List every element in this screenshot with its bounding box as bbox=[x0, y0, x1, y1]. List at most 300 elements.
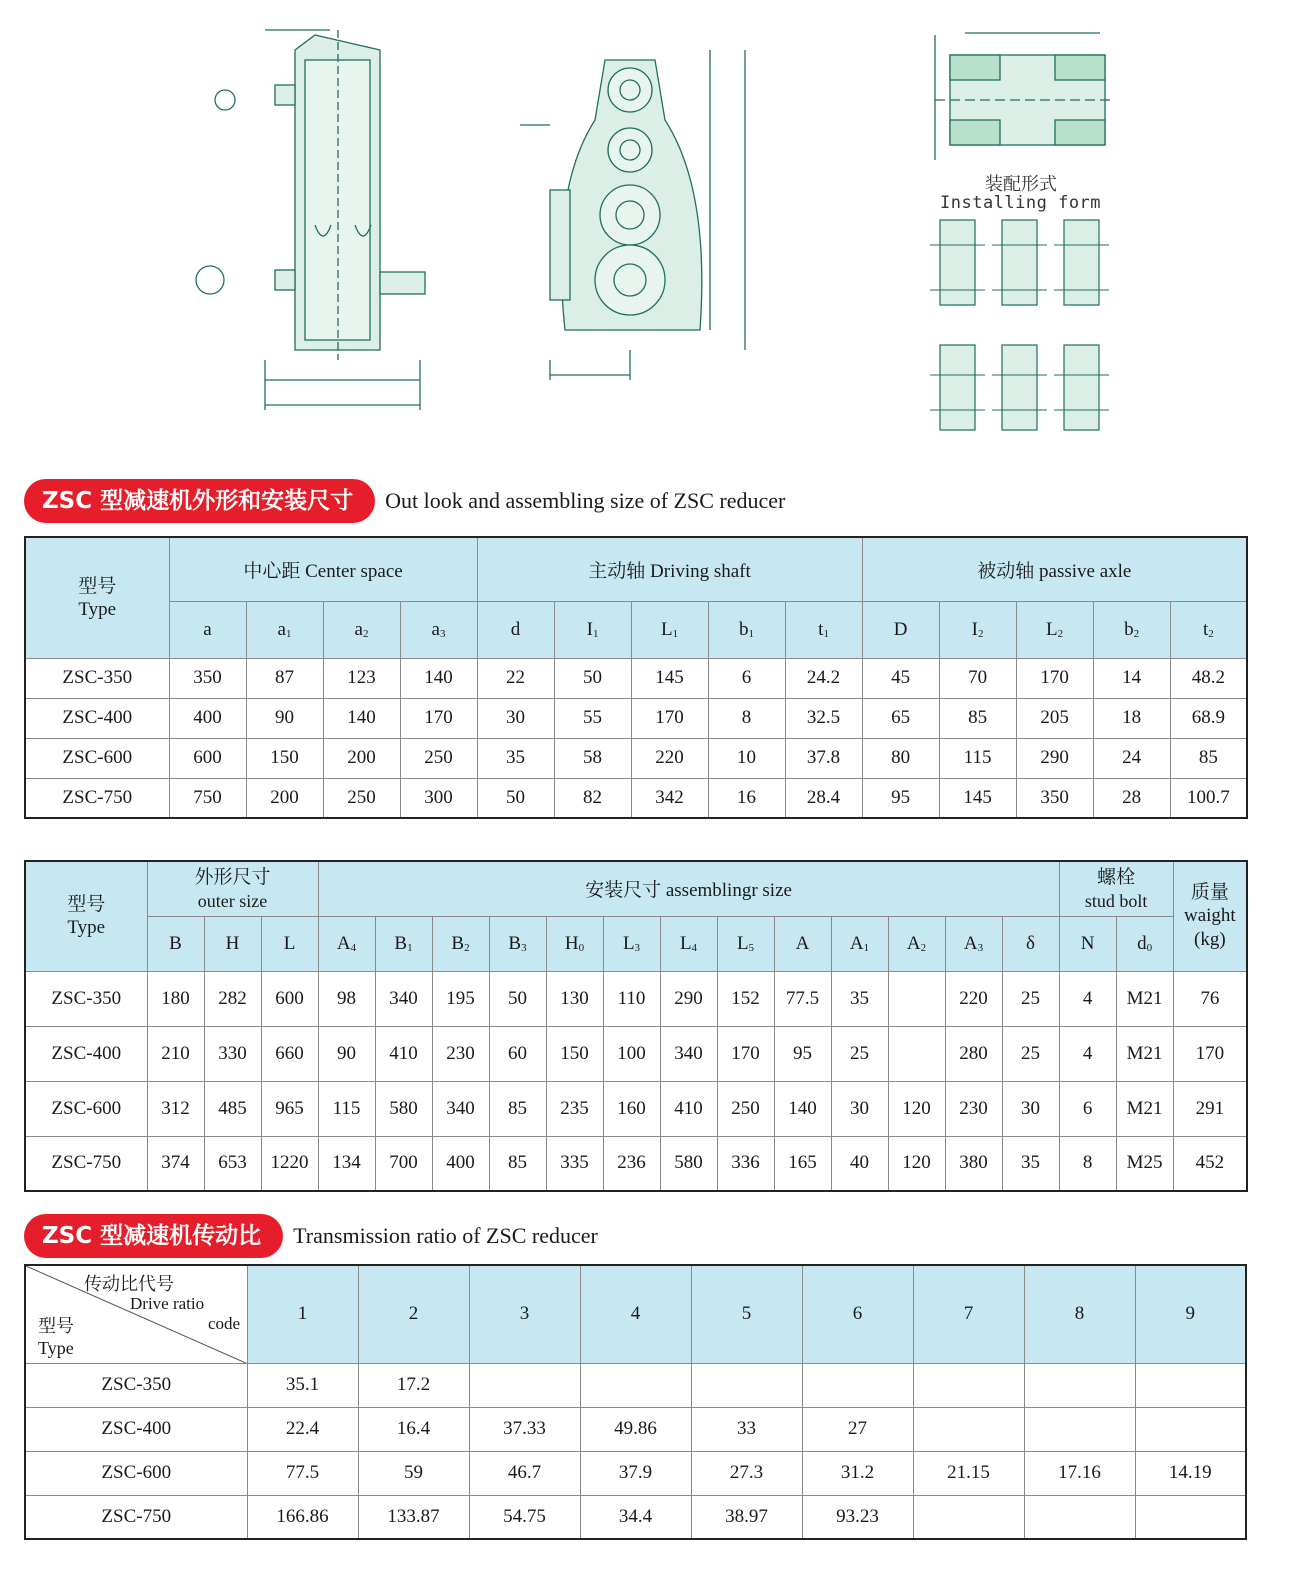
table-cell: 17.16 bbox=[1024, 1451, 1135, 1495]
weight-header-cn: 质量 bbox=[1190, 881, 1229, 904]
table-cell: 4 bbox=[1059, 1026, 1116, 1081]
table-cell: 37.8 bbox=[785, 738, 862, 778]
table-cell: 250 bbox=[717, 1081, 774, 1136]
table-cell bbox=[469, 1363, 580, 1407]
corner-type-cn: 型号 bbox=[38, 1316, 74, 1337]
table-row bbox=[25, 1363, 1246, 1407]
table-cell: 133.87 bbox=[358, 1495, 469, 1539]
table-cell: 76 bbox=[1173, 971, 1247, 1026]
table-cell: 110 bbox=[603, 971, 660, 1026]
transmission-ratio-table bbox=[24, 1264, 1247, 1540]
column-header-symbol: B bbox=[394, 932, 408, 954]
table-cell: 170 bbox=[1173, 1026, 1247, 1081]
table-cell: 600 bbox=[169, 738, 246, 778]
column-header-symbol: L bbox=[622, 932, 635, 954]
column-header bbox=[888, 916, 945, 971]
table-cell: 50 bbox=[489, 971, 546, 1026]
column-header-symbol: B bbox=[451, 932, 465, 954]
table-cell: 290 bbox=[660, 971, 717, 1026]
table-cell: 965 bbox=[261, 1081, 318, 1136]
row-type-cell: ZSC-350 bbox=[25, 971, 147, 1026]
column-header bbox=[477, 601, 554, 658]
row-type-cell: ZSC-400 bbox=[25, 1407, 247, 1451]
table-cell: 33 bbox=[691, 1407, 802, 1451]
table-cell: 6 bbox=[1059, 1081, 1116, 1136]
table-cell: 48.2 bbox=[1170, 658, 1247, 698]
column-header-symbol: L bbox=[283, 932, 296, 954]
column-header bbox=[1116, 916, 1173, 971]
table-cell: 165 bbox=[774, 1136, 831, 1191]
type-header bbox=[25, 537, 169, 658]
column-header-subscript: 1 bbox=[672, 627, 679, 640]
table-cell: 100 bbox=[603, 1026, 660, 1081]
column-header-symbol: δ bbox=[1026, 932, 1035, 954]
table-row bbox=[25, 1495, 1246, 1539]
table-cell: 77.5 bbox=[774, 971, 831, 1026]
table-cell: 166.86 bbox=[247, 1495, 358, 1539]
table-cell: 22.4 bbox=[247, 1407, 358, 1451]
ratio-code-header: 4 bbox=[580, 1265, 691, 1363]
column-header-symbol: a bbox=[431, 618, 440, 640]
table-cell: 335 bbox=[546, 1136, 603, 1191]
column-header bbox=[1002, 916, 1059, 971]
column-header bbox=[785, 601, 862, 658]
table-cell: 37.33 bbox=[469, 1407, 580, 1451]
table-cell: 330 bbox=[204, 1026, 261, 1081]
column-header-subscript: 1 bbox=[285, 627, 292, 640]
table-cell bbox=[888, 971, 945, 1026]
table-cell: 50 bbox=[554, 658, 631, 698]
table-cell: 250 bbox=[323, 778, 400, 818]
column-header bbox=[169, 601, 246, 658]
table-cell: 282 bbox=[204, 971, 261, 1026]
table-cell: 68.9 bbox=[1170, 698, 1247, 738]
table-cell: 170 bbox=[1016, 658, 1093, 698]
table-cell: 140 bbox=[323, 698, 400, 738]
table-cell: 95 bbox=[774, 1026, 831, 1081]
table-cell: 27 bbox=[802, 1407, 913, 1451]
table-cell bbox=[802, 1363, 913, 1407]
table-cell: 85 bbox=[1170, 738, 1247, 778]
column-header-subscript: 2 bbox=[920, 941, 927, 954]
column-header-subscript: 4 bbox=[350, 941, 357, 954]
table-cell: 200 bbox=[246, 778, 323, 818]
center-space-header: 中心距 Center space bbox=[169, 537, 477, 601]
table-cell: 291 bbox=[1173, 1081, 1247, 1136]
column-header bbox=[660, 916, 717, 971]
table-cell: 140 bbox=[774, 1081, 831, 1136]
table-cell: 600 bbox=[261, 971, 318, 1026]
table-cell: 28 bbox=[1093, 778, 1170, 818]
table-cell: 65 bbox=[862, 698, 939, 738]
table-cell: 90 bbox=[246, 698, 323, 738]
table-cell: 85 bbox=[939, 698, 1016, 738]
table-cell: 25 bbox=[1002, 971, 1059, 1026]
table-cell: 485 bbox=[204, 1081, 261, 1136]
table-cell: 90 bbox=[318, 1026, 375, 1081]
column-header bbox=[603, 916, 660, 971]
table-cell: 45 bbox=[862, 658, 939, 698]
table-cell bbox=[580, 1363, 691, 1407]
table-cell bbox=[1024, 1495, 1135, 1539]
table-cell: 10 bbox=[708, 738, 785, 778]
table-cell: 342 bbox=[631, 778, 708, 818]
table-cell: 340 bbox=[375, 971, 432, 1026]
table-cell: 170 bbox=[631, 698, 708, 738]
table-row bbox=[25, 738, 1247, 778]
table-cell: 380 bbox=[945, 1136, 1002, 1191]
table-cell: 653 bbox=[204, 1136, 261, 1191]
table-row bbox=[25, 1081, 1247, 1136]
table-cell: 87 bbox=[246, 658, 323, 698]
column-header bbox=[631, 601, 708, 658]
table-cell: 28.4 bbox=[785, 778, 862, 818]
table-cell: 59 bbox=[358, 1451, 469, 1495]
ratio-code-header: 9 bbox=[1135, 1265, 1246, 1363]
table-cell: 8 bbox=[1059, 1136, 1116, 1191]
type-header-2-en: Type bbox=[67, 917, 106, 939]
dimension-table-shafts bbox=[24, 536, 1248, 819]
table-row bbox=[25, 1407, 1246, 1451]
passive-axle-header: 被动轴 passive axle bbox=[862, 537, 1247, 601]
row-type-cell: ZSC-400 bbox=[25, 1026, 147, 1081]
table-cell: 160 bbox=[603, 1081, 660, 1136]
weight-header bbox=[1173, 861, 1247, 971]
table-cell: 38.97 bbox=[691, 1495, 802, 1539]
corner-code-en-1: Drive ratio bbox=[130, 1294, 205, 1313]
stud-bolt-header-cn: 螺栓 bbox=[1097, 865, 1136, 888]
table-cell: 115 bbox=[939, 738, 1016, 778]
table-cell: 115 bbox=[318, 1081, 375, 1136]
column-header-subscript: 3 bbox=[521, 941, 527, 954]
table-cell: 30 bbox=[831, 1081, 888, 1136]
column-header bbox=[717, 916, 774, 971]
column-header-symbol: L bbox=[679, 932, 692, 954]
column-header bbox=[862, 601, 939, 658]
table-cell: 150 bbox=[546, 1026, 603, 1081]
table-cell: 40 bbox=[831, 1136, 888, 1191]
column-header bbox=[323, 601, 400, 658]
installing-form-title-en: Installing form bbox=[940, 193, 1102, 213]
table-cell bbox=[913, 1407, 1024, 1451]
table-cell: 93.23 bbox=[802, 1495, 913, 1539]
table-cell bbox=[888, 1026, 945, 1081]
dimension-table-assembly bbox=[24, 860, 1248, 1192]
table-cell: 452 bbox=[1173, 1136, 1247, 1191]
table-row bbox=[25, 1026, 1247, 1081]
column-header-symbol: a bbox=[203, 618, 212, 640]
column-header-symbol: d bbox=[1137, 932, 1147, 954]
table-cell: 152 bbox=[717, 971, 774, 1026]
column-header bbox=[489, 916, 546, 971]
column-header-symbol: a bbox=[354, 618, 363, 640]
table-row bbox=[25, 971, 1247, 1026]
column-header-subscript: 1 bbox=[592, 627, 599, 640]
table-cell: 82 bbox=[554, 778, 631, 818]
table-cell: 6 bbox=[708, 658, 785, 698]
assembling-size-header: 安装尺寸 assemblingr size bbox=[318, 861, 1059, 916]
installing-form-title-cn: 装配形式 bbox=[985, 174, 1057, 195]
type-header-2 bbox=[25, 861, 147, 971]
ratio-code-header: 2 bbox=[358, 1265, 469, 1363]
table-cell: 290 bbox=[1016, 738, 1093, 778]
column-header-symbol: b bbox=[1124, 618, 1134, 640]
row-type-cell: ZSC-600 bbox=[25, 1451, 247, 1495]
table-cell: 134 bbox=[318, 1136, 375, 1191]
column-header-subscript: 2 bbox=[977, 627, 984, 640]
table-cell: 700 bbox=[375, 1136, 432, 1191]
row-type-cell: ZSC-750 bbox=[25, 778, 169, 818]
installing-form-diagrams bbox=[930, 215, 1110, 445]
column-header-symbol: N bbox=[1080, 932, 1095, 954]
column-header-symbol: I bbox=[971, 618, 978, 640]
row-type-cell: ZSC-350 bbox=[25, 658, 169, 698]
column-header bbox=[1059, 916, 1116, 971]
table-cell: 14 bbox=[1093, 658, 1170, 698]
table-cell: 21.15 bbox=[913, 1451, 1024, 1495]
section-subtitle-ratio: Transmission ratio of ZSC reducer bbox=[293, 1223, 598, 1248]
table-cell: M21 bbox=[1116, 971, 1173, 1026]
table-cell: 95 bbox=[862, 778, 939, 818]
table-cell: 235 bbox=[546, 1081, 603, 1136]
table-cell: 60 bbox=[489, 1026, 546, 1081]
technical-drawings bbox=[0, 0, 1290, 470]
column-header-symbol: A bbox=[336, 932, 351, 954]
column-header bbox=[246, 601, 323, 658]
table-cell: 145 bbox=[939, 778, 1016, 818]
column-header bbox=[708, 601, 785, 658]
table-cell: 58 bbox=[554, 738, 631, 778]
corner-code-en-2: code bbox=[208, 1314, 241, 1333]
column-header-subscript: 3 bbox=[634, 941, 641, 954]
table-cell: 170 bbox=[717, 1026, 774, 1081]
front-view-drawing bbox=[180, 20, 440, 420]
table-cell: 336 bbox=[717, 1136, 774, 1191]
table-cell: 98 bbox=[318, 971, 375, 1026]
row-type-cell: ZSC-750 bbox=[25, 1495, 247, 1539]
column-header-symbol: A bbox=[849, 932, 864, 954]
table-cell bbox=[913, 1495, 1024, 1539]
row-type-cell: ZSC-600 bbox=[25, 738, 169, 778]
section-title-ratio bbox=[24, 1214, 598, 1258]
table-cell: 46.7 bbox=[469, 1451, 580, 1495]
ratio-code-header: 6 bbox=[802, 1265, 913, 1363]
table-cell: 50 bbox=[477, 778, 554, 818]
table-cell: 340 bbox=[660, 1026, 717, 1081]
column-header-symbol: B bbox=[508, 932, 522, 954]
table-cell: 25 bbox=[831, 1026, 888, 1081]
table-cell: 35 bbox=[831, 971, 888, 1026]
table-cell: 80 bbox=[862, 738, 939, 778]
table-cell: 410 bbox=[375, 1026, 432, 1081]
section-badge-dimensions: ZSC 型减速机外形和安装尺寸 bbox=[24, 479, 375, 523]
column-header bbox=[831, 916, 888, 971]
table-cell: 580 bbox=[375, 1081, 432, 1136]
stud-bolt-header-en: stud bolt bbox=[1084, 890, 1148, 911]
table-cell: 230 bbox=[432, 1026, 489, 1081]
table-cell: 16.4 bbox=[358, 1407, 469, 1451]
table-cell: M21 bbox=[1116, 1081, 1173, 1136]
section-badge-ratio: ZSC 型减速机传动比 bbox=[24, 1214, 283, 1258]
column-header-symbol: L bbox=[1046, 618, 1058, 640]
column-header-subscript: 0 bbox=[578, 941, 585, 954]
column-header bbox=[939, 601, 1016, 658]
column-header-symbol: t bbox=[1202, 618, 1209, 640]
column-header bbox=[204, 916, 261, 971]
outer-size-header bbox=[147, 861, 318, 916]
table-cell: 180 bbox=[147, 971, 204, 1026]
corner-type-en: Type bbox=[38, 1338, 74, 1358]
column-header bbox=[375, 916, 432, 971]
table-cell: 145 bbox=[631, 658, 708, 698]
table-cell: 100.7 bbox=[1170, 778, 1247, 818]
table-cell: 34.4 bbox=[580, 1495, 691, 1539]
table-cell: 54.75 bbox=[469, 1495, 580, 1539]
table-cell bbox=[1135, 1363, 1246, 1407]
ratio-code-header: 8 bbox=[1024, 1265, 1135, 1363]
table-cell: 200 bbox=[323, 738, 400, 778]
table-cell: 580 bbox=[660, 1136, 717, 1191]
column-header-symbol: L bbox=[660, 618, 673, 640]
table-cell: 8 bbox=[708, 698, 785, 738]
column-header-symbol: D bbox=[893, 618, 908, 640]
ratio-code-header: 7 bbox=[913, 1265, 1024, 1363]
weight-header-unit: (kg) bbox=[1194, 929, 1226, 951]
column-header-symbol: A bbox=[963, 932, 978, 954]
table-cell: 17.2 bbox=[358, 1363, 469, 1407]
ratio-code-header: 3 bbox=[469, 1265, 580, 1363]
column-header-symbol: A bbox=[906, 932, 921, 954]
column-header bbox=[318, 916, 375, 971]
table-cell: 120 bbox=[888, 1136, 945, 1191]
table-cell: 205 bbox=[1016, 698, 1093, 738]
table-row bbox=[25, 778, 1247, 818]
column-header-subscript: 1 bbox=[748, 627, 755, 640]
table-cell: 123 bbox=[323, 658, 400, 698]
table-cell: 35.1 bbox=[247, 1363, 358, 1407]
table-cell: 31.2 bbox=[802, 1451, 913, 1495]
table-cell: 660 bbox=[261, 1026, 318, 1081]
type-header-cn: 型号 bbox=[78, 574, 117, 597]
table-cell: 24.2 bbox=[785, 658, 862, 698]
table-row bbox=[25, 1451, 1246, 1495]
table-cell bbox=[691, 1363, 802, 1407]
column-header-symbol: t bbox=[818, 618, 824, 640]
table-cell: M21 bbox=[1116, 1026, 1173, 1081]
table-cell: 140 bbox=[400, 658, 477, 698]
column-header-symbol: H bbox=[225, 932, 240, 954]
table-cell: 55 bbox=[554, 698, 631, 738]
table-cell: M25 bbox=[1116, 1136, 1173, 1191]
column-header-symbol: a bbox=[277, 618, 286, 640]
column-header-subscript: 5 bbox=[748, 941, 755, 954]
column-header bbox=[147, 916, 204, 971]
table-cell: 18 bbox=[1093, 698, 1170, 738]
column-header-subscript: 1 bbox=[863, 941, 870, 954]
table-cell: 16 bbox=[708, 778, 785, 818]
column-header-subscript: 1 bbox=[407, 941, 413, 954]
outer-size-header-cn: 外形尺寸 bbox=[194, 865, 271, 888]
column-header-symbol: B bbox=[169, 932, 182, 954]
column-header bbox=[546, 916, 603, 971]
column-header-subscript: 3 bbox=[977, 941, 984, 954]
type-header-en: Type bbox=[78, 598, 117, 620]
table-cell bbox=[1024, 1407, 1135, 1451]
table-cell: 120 bbox=[888, 1081, 945, 1136]
column-header-subscript: 2 bbox=[1057, 627, 1064, 640]
ratio-code-header: 5 bbox=[691, 1265, 802, 1363]
table-cell: 85 bbox=[489, 1081, 546, 1136]
table-cell bbox=[1135, 1495, 1246, 1539]
column-header-symbol: d bbox=[510, 618, 521, 640]
column-header-symbol: L bbox=[736, 932, 749, 954]
table-cell bbox=[1135, 1407, 1246, 1451]
section-subtitle-dimensions: Out look and assembling size of ZSC reducer bbox=[385, 488, 786, 513]
table-cell: 22 bbox=[477, 658, 554, 698]
table-cell: 300 bbox=[400, 778, 477, 818]
table-cell: 35 bbox=[477, 738, 554, 778]
column-header bbox=[432, 916, 489, 971]
table-cell: 220 bbox=[631, 738, 708, 778]
table-cell: 24 bbox=[1093, 738, 1170, 778]
side-view-drawing bbox=[490, 30, 770, 400]
table-cell: 250 bbox=[400, 738, 477, 778]
table-cell: 130 bbox=[546, 971, 603, 1026]
column-header-symbol: I bbox=[586, 618, 593, 640]
row-type-cell: ZSC-400 bbox=[25, 698, 169, 738]
ratio-corner-header bbox=[25, 1265, 247, 1363]
table-cell: 150 bbox=[246, 738, 323, 778]
table-cell: 340 bbox=[432, 1081, 489, 1136]
column-header-symbol: A bbox=[795, 932, 810, 954]
table-cell: 374 bbox=[147, 1136, 204, 1191]
table-cell: 350 bbox=[1016, 778, 1093, 818]
table-row bbox=[25, 698, 1247, 738]
table-cell: 195 bbox=[432, 971, 489, 1026]
ratio-code-header: 1 bbox=[247, 1265, 358, 1363]
section-title-dimensions bbox=[24, 479, 785, 523]
table-cell: 750 bbox=[169, 778, 246, 818]
column-header-subscript: 1 bbox=[823, 627, 829, 640]
table-cell: 49.86 bbox=[580, 1407, 691, 1451]
table-cell: 350 bbox=[169, 658, 246, 698]
table-cell: 27.3 bbox=[691, 1451, 802, 1495]
table-cell: 25 bbox=[1002, 1026, 1059, 1081]
table-cell bbox=[1024, 1363, 1135, 1407]
table-cell bbox=[913, 1363, 1024, 1407]
column-header bbox=[945, 916, 1002, 971]
table-cell: 35 bbox=[1002, 1136, 1059, 1191]
column-header-symbol: H bbox=[564, 932, 579, 954]
driving-shaft-header: 主动轴 Driving shaft bbox=[477, 537, 862, 601]
table-cell: 400 bbox=[432, 1136, 489, 1191]
column-header bbox=[554, 601, 631, 658]
column-header-subscript: 0 bbox=[1146, 941, 1153, 954]
row-type-cell: ZSC-600 bbox=[25, 1081, 147, 1136]
column-header-symbol: b bbox=[739, 618, 749, 640]
table-cell: 37.9 bbox=[580, 1451, 691, 1495]
column-header bbox=[1170, 601, 1247, 658]
table-cell: 30 bbox=[1002, 1081, 1059, 1136]
table-cell: 400 bbox=[169, 698, 246, 738]
column-header bbox=[400, 601, 477, 658]
stud-bolt-header bbox=[1059, 861, 1173, 916]
column-header-subscript: 3 bbox=[439, 627, 446, 640]
table-row bbox=[25, 658, 1247, 698]
table-cell: 14.19 bbox=[1135, 1451, 1246, 1495]
column-header bbox=[774, 916, 831, 971]
table-cell: 85 bbox=[489, 1136, 546, 1191]
